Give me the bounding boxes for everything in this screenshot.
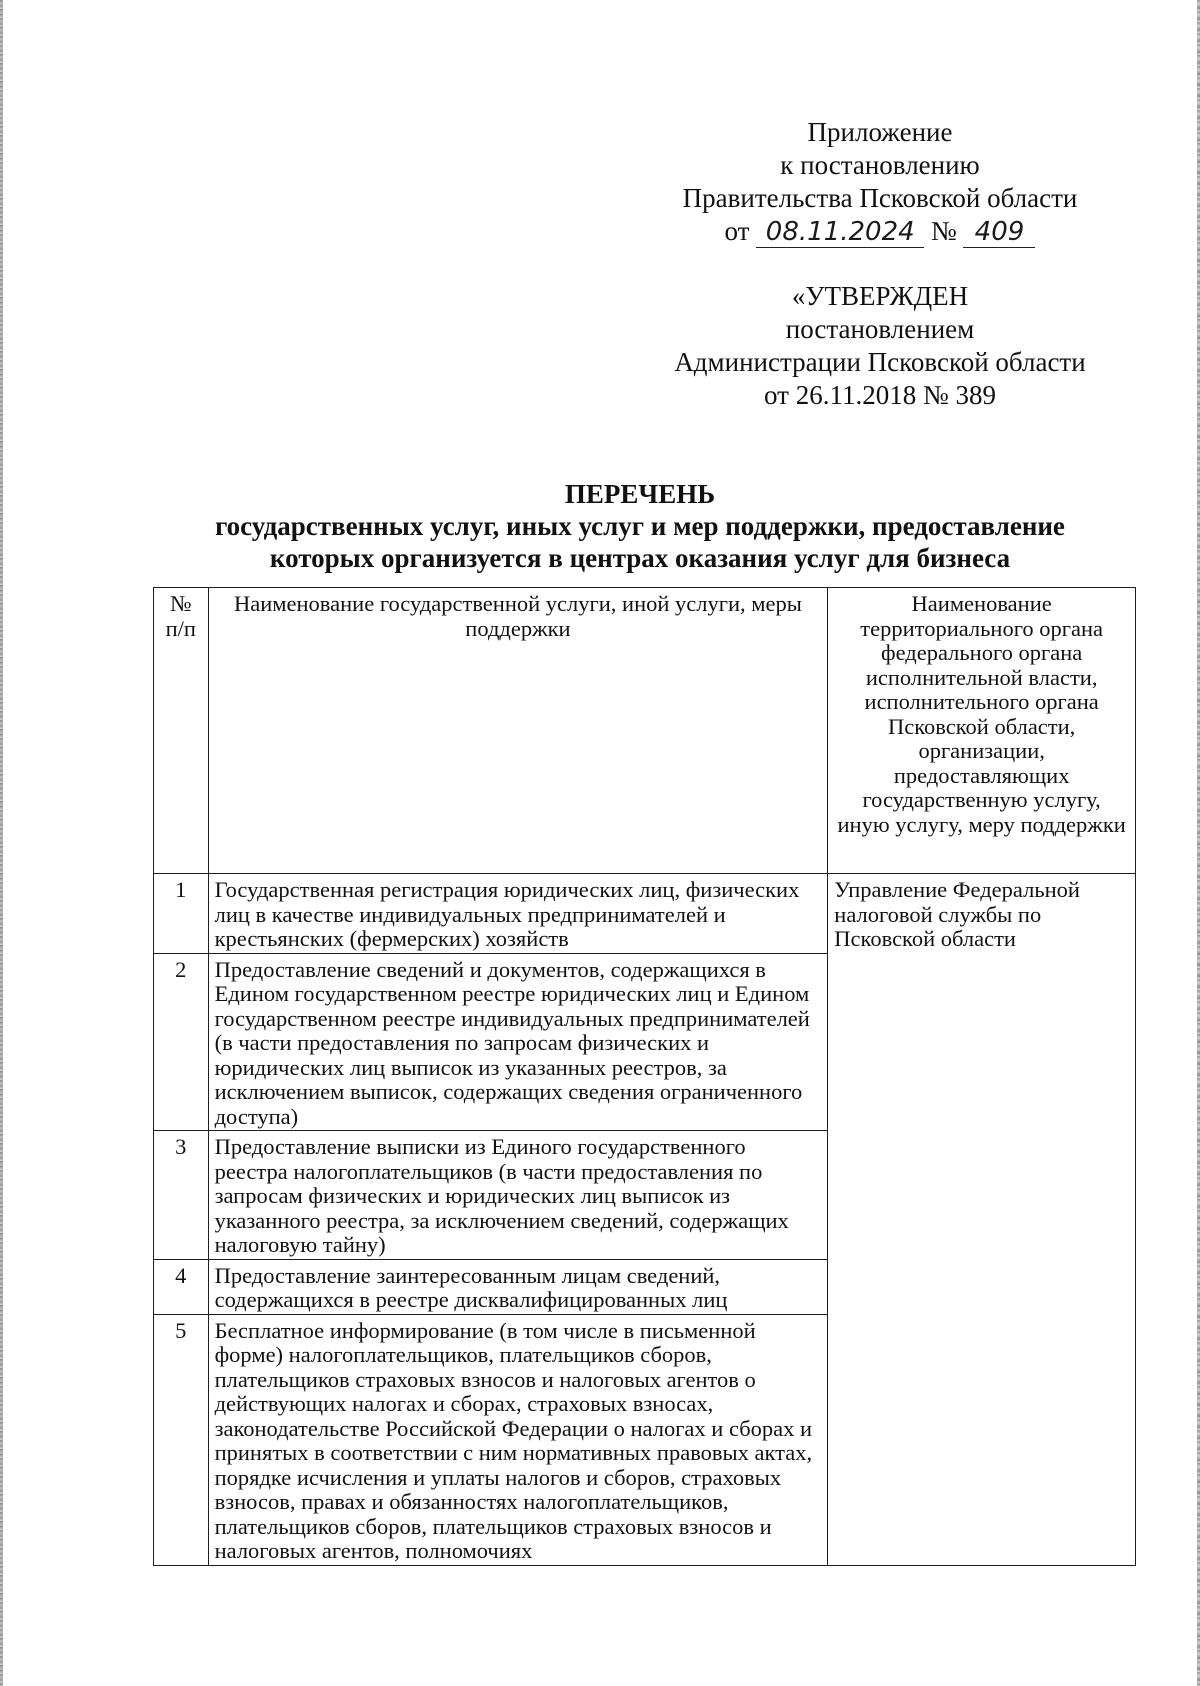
title-subtitle-1: государственных услуг, иных услуг и мер поддержки, предоставление <box>215 511 1065 541</box>
handwritten-date: 08.11.2024 <box>756 217 924 248</box>
approved-administration: Администрации Псковской области <box>674 347 1086 377</box>
row-num: 2 <box>154 953 209 1131</box>
row-num: 4 <box>154 1259 209 1314</box>
row-num: 1 <box>154 874 209 954</box>
approved-date-number: от 26.11.2018 № 389 <box>764 380 996 410</box>
header-organization: Наименование территориального органа федерального органа исполнительной власти, исполнительного органа Псковской области, организации, предоставляющих государственную услугу, иную услугу, меру поддержки <box>828 588 1136 874</box>
title-main: ПЕРЕЧЕНЬ <box>564 479 716 509</box>
header-num: № п/п <box>154 588 209 874</box>
services-table <box>153 587 1136 1566</box>
appendix-label: Приложение <box>807 117 953 147</box>
row-organization: Управление Федеральной налоговой службы по Псковской области <box>828 874 1136 1566</box>
row-num: 5 <box>154 1314 209 1565</box>
appendix-date-number-line <box>655 215 1105 248</box>
appendix-header <box>655 116 1105 248</box>
table-row <box>154 874 1136 954</box>
row-service-name: Предоставление заинтересованным лицам сведений, содержащихся в реестре дисквалифицированных лиц <box>208 1259 828 1314</box>
appendix-resolution-ref: к постановлению <box>780 150 980 180</box>
row-service-name: Государственная регистрация юридических лиц, физических лиц в качестве индивидуальных предпринимателей и крестьянских (фермерских) хозяйств <box>208 874 828 954</box>
number-sign: № <box>930 216 957 246</box>
approved-label: «УТВЕРЖДЕН <box>791 281 969 311</box>
appendix-government: Правительства Псковской области <box>682 183 1078 213</box>
table-header-row <box>154 588 1136 874</box>
row-num: 3 <box>154 1131 209 1260</box>
document-title <box>140 478 1140 574</box>
row-service-name: Бесплатное информирование (в том числе в письменной форме) налогоплательщиков, плательщиков сборов, плательщиков страховых взносов и налоговых агентов о действующих налогах и сборах, страховых взносах, законодательстве Российской Федерации о налогах и сборах и принятых в соответствии с ним нормативных правовых актах, порядке исчисления и уплаты налогов и сборов, страховых взносов, правах и обязанностях налогоплательщиков, плательщиков сборов, плательщиков страховых взносов и налоговых агентов, полномочиях <box>208 1314 828 1565</box>
from-prefix: от <box>724 216 750 246</box>
approved-by: постановлением <box>785 314 975 344</box>
row-service-name: Предоставление выписки из Единого государственного реестра налогоплательщиков (в части предоставления по запросам физических и юридических лиц выписок из указанного реестра, за исключением сведений, содержащих налоговую тайну) <box>208 1131 828 1260</box>
row-service-name: Предоставление сведений и документов, содержащихся в Едином государственном реестре юридических лиц и Едином государственном реестре индивидуальных предпринимателей (в части предоставления по запросам физических и юридических лиц выписок из указанных реестров, за исключением выписок, содержащих сведения ограниченного доступа) <box>208 953 828 1131</box>
title-subtitle-2: которых организуется в центрах оказания услуг для бизнеса <box>269 543 1011 573</box>
scan-edge-left <box>0 0 3 1686</box>
approved-block <box>655 280 1105 412</box>
header-service-name: Наименование государственной услуги, иной услуги, меры поддержки <box>208 588 828 874</box>
handwritten-number: 409 <box>963 217 1035 248</box>
